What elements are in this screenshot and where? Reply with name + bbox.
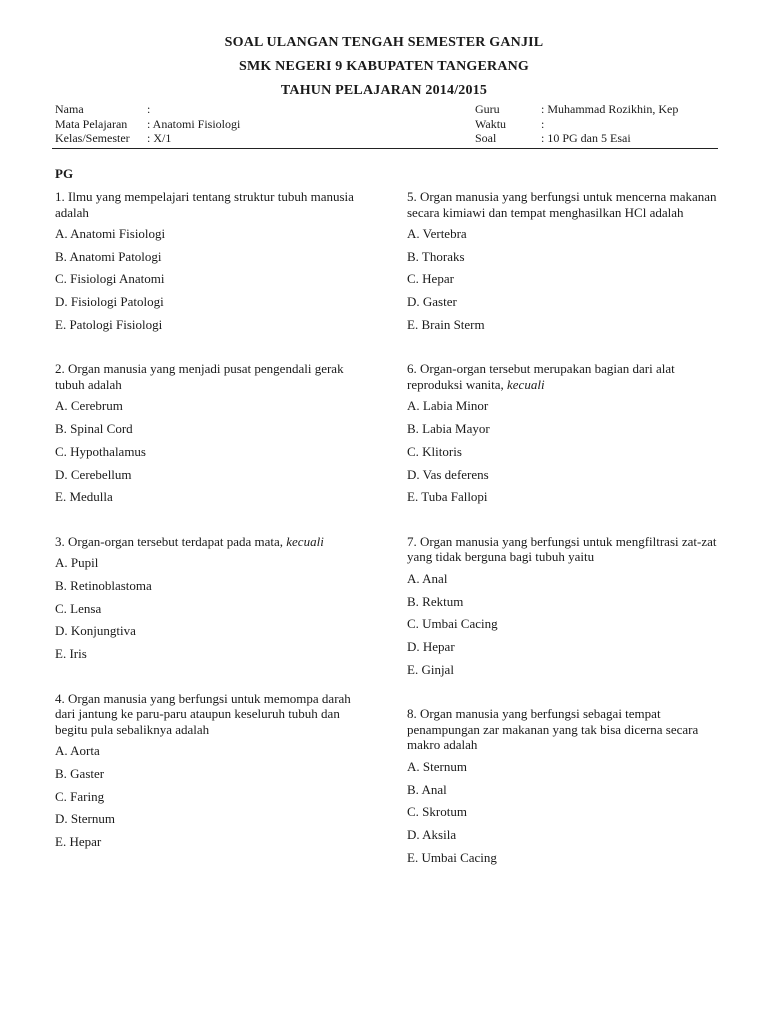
info-label: Nama xyxy=(55,102,84,116)
answer-option: B. Spinal Cord xyxy=(55,421,133,437)
question-column-right xyxy=(407,189,717,869)
answer-option: C. Faring xyxy=(55,788,105,804)
question-emphasis: kecuali xyxy=(286,533,324,549)
question-spacer xyxy=(55,336,355,361)
question-item xyxy=(407,706,717,869)
question-text xyxy=(407,361,717,392)
answer-option: E. Ginjal xyxy=(407,661,454,677)
academic-year: TAHUN PELAJARAN 2014/2015 xyxy=(280,83,488,98)
info-value: : X/1 xyxy=(147,131,172,145)
answer-option: E. Brain Sterm xyxy=(407,316,485,332)
info-right xyxy=(475,102,678,146)
answer-option: D. Cerebellum xyxy=(55,466,132,482)
question-item xyxy=(55,691,355,854)
question-emphasis: kecuali xyxy=(507,376,545,392)
info-label: Guru xyxy=(475,102,500,116)
exam-title: SOAL ULANGAN TENGAH SEMESTER GANJIL xyxy=(224,35,544,50)
answer-option: A. Sternum xyxy=(407,758,467,774)
info-value: : Muhammad Rozikhin, Kep xyxy=(541,102,679,116)
question-stem: 1. Ilmu yang mempelajari tentang struktur tubuh manusia adalah xyxy=(55,189,354,220)
question-spacer xyxy=(55,666,355,691)
answer-option: D. Hepar xyxy=(407,638,455,654)
info-label: Waktu xyxy=(475,116,507,131)
answer-option: E. Tuba Fallopi xyxy=(407,489,488,505)
answer-option: A. Anatomi Fisiologi xyxy=(55,226,166,241)
question-stem: 6. Organ-organ tersebut merupakan bagian dari alat reproduksi wanita, xyxy=(407,361,675,392)
answer-option: B. Retinoblastoma xyxy=(55,578,152,594)
answer-option: A. Vertebra xyxy=(407,226,467,241)
info-label: Mata Pelajaran xyxy=(55,116,128,131)
answer-option: D. Konjungtiva xyxy=(55,623,136,639)
question-item xyxy=(407,534,717,681)
answer-option: C. Klitoris xyxy=(407,443,462,459)
question-text xyxy=(407,534,717,565)
info-row-nama xyxy=(55,102,240,117)
answer-option: E. Medulla xyxy=(55,489,113,505)
info-value: : xyxy=(541,116,545,131)
info-value: : xyxy=(147,102,151,116)
info-label: Soal xyxy=(475,131,497,145)
answer-option: D. Fisiologi Patologi xyxy=(55,294,164,310)
answer-option: B. Anatomi Patologi xyxy=(55,248,162,264)
question-stem: 5. Organ manusia yang berfungsi untuk mencerna makanan secara kimiawi dan tempat menghasilkan HCl adalah xyxy=(407,189,717,220)
question-text xyxy=(407,189,717,220)
question-spacer xyxy=(407,509,717,534)
question-spacer xyxy=(407,336,717,361)
info-value: : 10 PG dan 5 Esai xyxy=(541,131,631,145)
info-row-mata-pelajaran xyxy=(55,117,240,132)
question-item xyxy=(407,361,717,508)
answer-option: C. Fisiologi Anatomi xyxy=(55,271,165,287)
question-stem: 4. Organ manusia yang berfungsi untuk memompa darah dari jantung ke paru-paru ataupun keseluruh tubuh dan begitu pula sebaliknya adalah xyxy=(55,690,351,737)
school-name: SMK NEGERI 9 KABUPATEN TANGERANG xyxy=(238,59,530,74)
question-text xyxy=(55,534,355,550)
info-row-guru xyxy=(475,102,678,117)
info-row-waktu xyxy=(475,117,678,132)
header-divider xyxy=(52,148,718,149)
answer-option: E. Patologi Fisiologi xyxy=(55,316,163,332)
answer-option: E. Umbai Cacing xyxy=(407,849,497,865)
answer-option: B. Labia Mayor xyxy=(407,421,490,437)
answer-option: A. Anal xyxy=(407,570,448,586)
answer-option: C. Hypothalamus xyxy=(55,443,146,459)
question-text xyxy=(55,189,355,220)
section-label: PG xyxy=(55,166,74,181)
answer-option: C. Umbai Cacing xyxy=(407,616,498,632)
question-stem: 8. Organ manusia yang berfungsi sebagai tempat penampungan zar makanan yang tak bisa dicerna secara makro adalah xyxy=(407,706,699,753)
question-spacer xyxy=(407,681,717,706)
answer-option: D. Gaster xyxy=(407,294,457,310)
answer-option: A. Pupil xyxy=(55,555,99,571)
question-stem: 2. Organ manusia yang menjadi pusat pengendali gerak tubuh adalah xyxy=(55,361,344,392)
answer-option: A. Labia Minor xyxy=(407,398,489,414)
question-column-left xyxy=(55,189,355,854)
info-row-soal xyxy=(475,131,678,146)
info-label: Kelas/Semester xyxy=(55,131,130,145)
info-value: : Anatomi Fisiologi xyxy=(147,116,241,131)
question-text xyxy=(55,691,355,738)
info-left xyxy=(55,102,240,146)
document-header xyxy=(0,34,768,106)
answer-option: B. Anal xyxy=(407,781,447,797)
answer-option: D. Vas deferens xyxy=(407,466,489,482)
question-item xyxy=(55,361,355,508)
question-item xyxy=(407,189,717,336)
answer-option: B. Gaster xyxy=(55,766,105,781)
answer-option: C. Skrotum xyxy=(407,804,467,820)
question-stem: 7. Organ manusia yang berfungsi untuk mengfiltrasi zat-zat yang tidak berguna bagi tubuh yaitu xyxy=(407,533,717,565)
answer-option: C. Lensa xyxy=(55,600,102,616)
answer-option: D. Sternum xyxy=(55,811,115,827)
question-text xyxy=(55,361,355,392)
question-text xyxy=(407,706,717,753)
answer-option: A. Aorta xyxy=(55,743,100,759)
question-stem: 3. Organ-organ tersebut terdapat pada mata, xyxy=(55,533,287,549)
answer-option: B. Rektum xyxy=(407,593,464,609)
answer-option: B. Thoraks xyxy=(407,248,465,264)
answer-option: C. Hepar xyxy=(407,271,454,287)
answer-option: E. Iris xyxy=(55,646,87,662)
answer-option: D. Aksila xyxy=(407,826,457,842)
question-item xyxy=(55,189,355,336)
question-item xyxy=(55,534,355,666)
answer-option: E. Hepar xyxy=(55,834,102,850)
question-spacer xyxy=(55,509,355,534)
answer-option: A. Cerebrum xyxy=(55,398,123,414)
info-row-kelas-semester xyxy=(55,131,240,146)
